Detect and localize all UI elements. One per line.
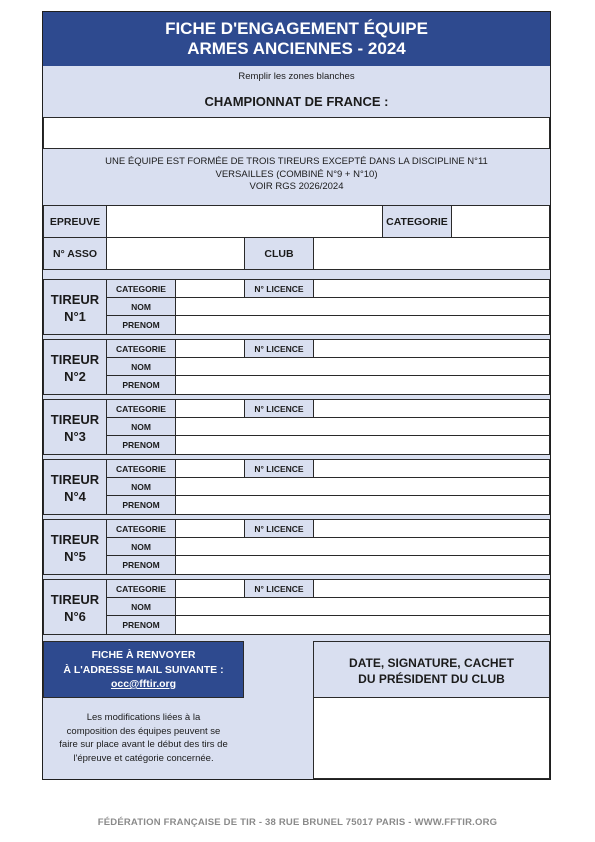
shooter-6-prenom-input[interactable]	[175, 615, 550, 635]
shooter-1-label	[43, 279, 107, 335]
shooter-3-label-line1: TIREUR	[50, 412, 100, 427]
epreuve-label: EPREUVE	[43, 205, 107, 238]
shooter-5-label-line1: TIREUR	[50, 532, 100, 547]
shooter-5-label-line2: N°5	[64, 549, 86, 564]
club-label: CLUB	[244, 237, 314, 270]
shooter-5-categorie-input[interactable]	[175, 519, 245, 538]
shooter-4-label-line2: N°4	[64, 489, 86, 504]
note-line4: l'épreuve et catégorie concernée.	[73, 752, 214, 764]
shooter-1-categorie-label: CATEGORIE	[106, 279, 176, 298]
form-title-line1: FICHE D'ENGAGEMENT ÉQUIPE	[165, 19, 428, 38]
shooter-3-licence-label: N° LICENCE	[244, 399, 314, 418]
shooter-4-prenom-input[interactable]	[175, 495, 550, 515]
signature-line1: DATE, SIGNATURE, CACHET	[349, 656, 514, 670]
shooter-3-prenom-input[interactable]	[175, 435, 550, 455]
shooter-6-prenom-label: PRENOM	[106, 615, 176, 635]
signature-input[interactable]	[313, 697, 550, 779]
shooter-3-prenom-label: PRENOM	[106, 435, 176, 455]
shooter-2-nom-label: NOM	[106, 357, 176, 376]
signature-label-box	[313, 641, 550, 698]
shooter-6-label-line1: TIREUR	[50, 592, 100, 607]
team-rule-line3: VOIR RGS 2026/2024	[249, 181, 344, 192]
return-email-link[interactable]: occ@fftir.org	[110, 678, 177, 690]
shooter-1-categorie-input[interactable]	[175, 279, 245, 298]
club-input[interactable]	[313, 237, 550, 270]
shooter-6-nom-label: NOM	[106, 597, 176, 616]
shooter-3-licence-input[interactable]	[313, 399, 550, 418]
shooter-5-label	[43, 519, 107, 575]
shooter-4-prenom-label: PRENOM	[106, 495, 176, 515]
form-title-line2: ARMES ANCIENNES - 2024	[187, 39, 406, 58]
shooter-6-licence-input[interactable]	[313, 579, 550, 598]
championship-label: CHAMPIONNAT DE FRANCE :	[204, 93, 389, 109]
shooter-5-nom-input[interactable]	[175, 537, 550, 556]
asso-label: N° ASSO	[43, 237, 107, 270]
epreuve-input[interactable]	[106, 205, 383, 238]
shooter-2-label-line1: TIREUR	[50, 352, 100, 367]
shooter-5-prenom-input[interactable]	[175, 555, 550, 575]
shooter-4-label	[43, 459, 107, 515]
shooter-1-licence-label: N° LICENCE	[244, 279, 314, 298]
shooter-2-prenom-label: PRENOM	[106, 375, 176, 395]
shooter-1-prenom-input[interactable]	[175, 315, 550, 335]
note-line2: composition des équipes peuvent se	[66, 725, 221, 737]
shooter-6-label-line2: N°6	[64, 609, 86, 624]
return-line1: FICHE À RENVOYER	[91, 649, 196, 661]
shooter-5-licence-label: N° LICENCE	[244, 519, 314, 538]
shooter-2-prenom-input[interactable]	[175, 375, 550, 395]
shooter-2-label-line2: N°2	[64, 369, 86, 384]
team-rule-line2: VERSAILLES (COMBINÉ N°9 + N°10)	[215, 168, 378, 180]
shooter-4-categorie-label: CATEGORIE	[106, 459, 176, 478]
shooter-4-licence-label: N° LICENCE	[244, 459, 314, 478]
shooter-6-licence-label: N° LICENCE	[244, 579, 314, 598]
asso-input[interactable]	[106, 237, 245, 270]
team-rule-note	[43, 156, 550, 194]
shooter-3-label-line2: N°3	[64, 429, 86, 444]
shooter-3-nom-label: NOM	[106, 417, 176, 436]
shooter-4-categorie-input[interactable]	[175, 459, 245, 478]
footer-address: FÉDÉRATION FRANÇAISE DE TIR - 38 RUE BRUNEL 75017 PARIS - WWW.FFTIR.ORG	[97, 817, 498, 828]
shooter-1-label-line1: TIREUR	[50, 292, 100, 307]
shooter-1-nom-label: NOM	[106, 297, 176, 316]
shooter-5-licence-input[interactable]	[313, 519, 550, 538]
shooter-4-nom-input[interactable]	[175, 477, 550, 496]
event-categorie-input[interactable]	[451, 205, 550, 238]
fill-hint: Remplir les zones blanches	[238, 70, 355, 82]
shooter-4-label-line1: TIREUR	[50, 472, 100, 487]
shooter-6-label	[43, 579, 107, 635]
modification-note	[43, 711, 244, 765]
event-categorie-label: CATEGORIE	[382, 205, 452, 238]
shooter-3-categorie-label: CATEGORIE	[106, 399, 176, 418]
shooter-4-nom-label: NOM	[106, 477, 176, 496]
shooter-5-prenom-label: PRENOM	[106, 555, 176, 575]
return-line2: À L'ADRESSE MAIL SUIVANTE :	[63, 663, 224, 676]
note-line3: faire sur place avant le début des tirs de	[59, 739, 228, 750]
return-instructions-box	[43, 641, 244, 698]
shooter-4-licence-input[interactable]	[313, 459, 550, 478]
shooter-3-label	[43, 399, 107, 455]
shooter-6-categorie-label: CATEGORIE	[106, 579, 176, 598]
shooter-2-licence-input[interactable]	[313, 339, 550, 358]
note-line1: Les modifications liées à la	[86, 712, 201, 723]
shooter-2-categorie-input[interactable]	[175, 339, 245, 358]
shooter-2-label	[43, 339, 107, 395]
shooter-6-categorie-input[interactable]	[175, 579, 245, 598]
shooter-2-nom-input[interactable]	[175, 357, 550, 376]
shooter-1-nom-input[interactable]	[175, 297, 550, 316]
shooter-1-label-line2: N°1	[64, 309, 86, 324]
form-title-banner	[43, 12, 550, 66]
team-rule-line1: UNE ÉQUIPE EST FORMÉE DE TROIS TIREURS EXCEPTÉ DANS LA DISCIPLINE N°11	[105, 156, 488, 167]
shooter-6-nom-input[interactable]	[175, 597, 550, 616]
shooter-1-licence-input[interactable]	[313, 279, 550, 298]
signature-line2: DU PRÉSIDENT DU CLUB	[358, 672, 505, 686]
shooter-3-nom-input[interactable]	[175, 417, 550, 436]
shooter-2-categorie-label: CATEGORIE	[106, 339, 176, 358]
shooter-5-nom-label: NOM	[106, 537, 176, 556]
shooter-3-categorie-input[interactable]	[175, 399, 245, 418]
shooter-2-licence-label: N° LICENCE	[244, 339, 314, 358]
shooter-1-prenom-label: PRENOM	[106, 315, 176, 335]
championship-input[interactable]	[43, 117, 550, 149]
shooter-5-categorie-label: CATEGORIE	[106, 519, 176, 538]
